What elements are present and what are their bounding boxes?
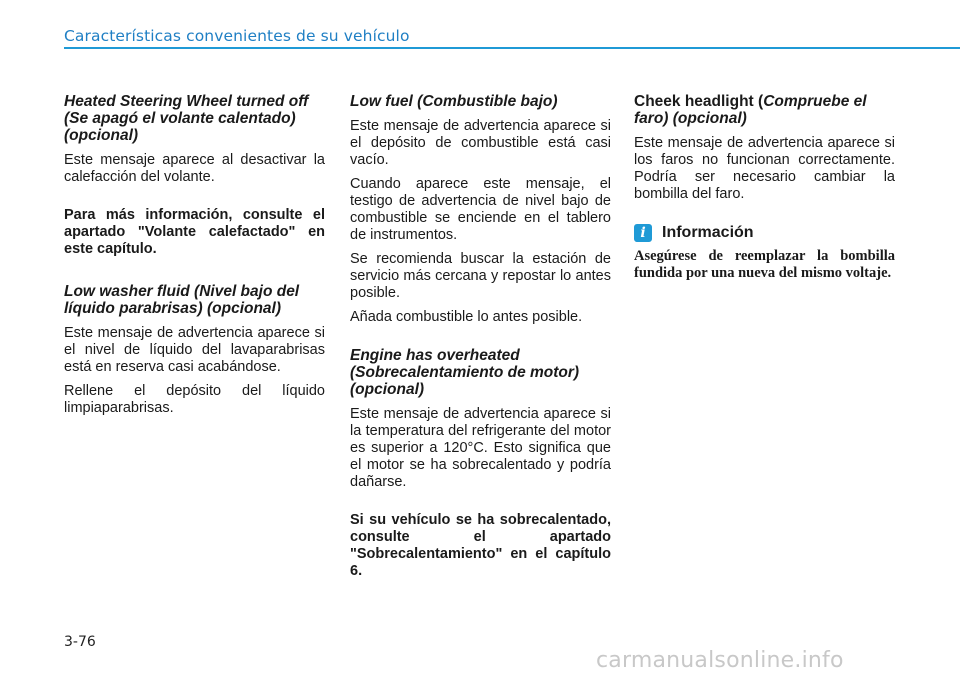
- paragraph: Rellene el depósito del líquido limpiaparabrisas.: [64, 383, 325, 416]
- paragraph: Este mensaje aparece al desactivar la calefacción del volante.: [64, 152, 325, 185]
- info-header: [634, 224, 895, 242]
- paragraph: Cuando aparece este mensaje, el testigo de advertencia de nivel bajo de combustible se enciende en el tablero de instrumentos.: [350, 176, 611, 243]
- heading-plain-part: Cheek headlight (: [634, 93, 764, 110]
- paragraph: Añada combustible lo antes posible.: [350, 309, 583, 325]
- heading-engine-overheated: Engine has overheated (Sobrecalentamiento de motor) (opcional): [350, 347, 580, 398]
- heading-check-headlight: [634, 93, 895, 127]
- heading-low-washer-fluid: Low washer fluid (Nivel bajo del líquido parabrisas) (opcional): [64, 283, 300, 317]
- paragraph: Este mensaje de advertencia aparece si los faros no funcionan correctamente. Podría ser necesario cambiar la bombilla del faro.: [634, 135, 895, 202]
- page-number: 3-76: [64, 634, 96, 650]
- paragraph: Se recomienda buscar la estación de servicio más cercana y repostar lo antes posible.: [350, 251, 611, 301]
- section-title: Características convenientes de su vehículo: [64, 27, 416, 45]
- watermark: carmanualsonline.info: [596, 648, 844, 673]
- paragraph: Este mensaje de advertencia aparece si el depósito de combustible está casi vacío.: [350, 118, 611, 168]
- paragraph: Este mensaje de advertencia aparece si la temperatura del refrigerante del motor es superior a 120°C. Esto significa que el motor se ha sobrecalentado y podría dañarse.: [350, 406, 611, 490]
- info-icon: i: [634, 224, 652, 242]
- column-1: [64, 93, 325, 424]
- header-divider: [64, 47, 960, 49]
- reference-note: Si su vehículo se ha sobrecalentado, consulte el apartado "Sobrecalentamiento" en el capítulo 6.: [350, 512, 611, 579]
- column-3: [634, 93, 895, 282]
- info-text: Asegúrese de reemplazar la bombilla fundida por una nueva del mismo voltaje.: [634, 248, 895, 281]
- info-title: Información: [662, 224, 754, 241]
- heading-heated-steering-wheel: Heated Steering Wheel turned off (Se apagó el volante calentado) (opcional): [64, 93, 309, 144]
- heading-low-fuel: Low fuel (Combustible bajo): [350, 93, 558, 110]
- column-2: [350, 93, 611, 587]
- heading-italic-part: Compruebe el faro) (opcional): [634, 93, 867, 127]
- paragraph: Este mensaje de advertencia aparece si el nivel de líquido del lavaparabrisas está en reserva casi acabándose.: [64, 325, 325, 375]
- reference-note: Para más información, consulte el apartado "Volante calefactado" en este capítulo.: [64, 207, 325, 257]
